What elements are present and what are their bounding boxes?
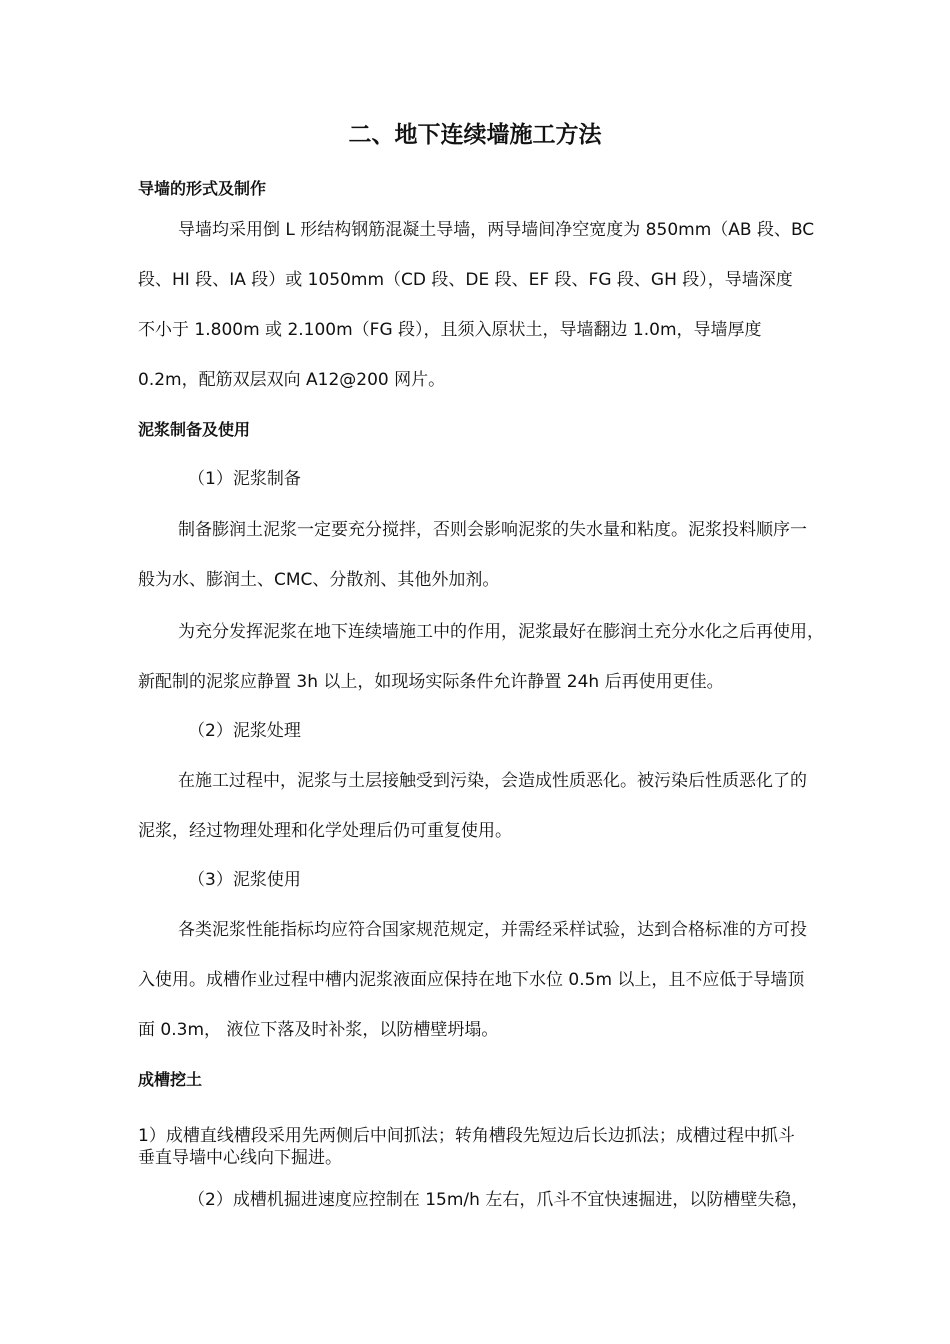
paragraph-line: 制备膨润土泥浆一定要充分搅拌，否则会影响泥浆的失水量和粘度。泥浆投料顺序一 xyxy=(178,520,807,540)
section-heading: 导墙的形式及制作 xyxy=(138,179,267,198)
paragraph-line: 面 0.3m， 液位下落及时补浆，以防槽壁坍塌。 xyxy=(138,1020,499,1040)
list-item-line: 1）成槽直线槽段采用先两侧后中间抓法；转角槽段先短边后长边抓法；成槽过程中抓斗 xyxy=(138,1126,795,1146)
section-heading: 成槽挖土 xyxy=(138,1070,203,1089)
paragraph-line: 各类泥浆性能指标均应符合国家规范规定，并需经采样试验，达到合格标准的方可投 xyxy=(178,920,807,940)
section-heading: 泥浆制备及使用 xyxy=(138,420,251,439)
paragraph-line: 入使用。成槽作业过程中槽内泥浆液面应保持在地下水位 0.5m 以上，且不应低于导墙顶 xyxy=(138,970,805,990)
paragraph-line: 为充分发挥泥浆在地下连续墙施工中的作用，泥浆最好在膨润土充分水化之后再使用， xyxy=(178,622,824,642)
paragraph-line: 泥浆，经过物理处理和化学处理后仍可重复使用。 xyxy=(138,821,512,841)
subheading: （3）泥浆使用 xyxy=(188,870,301,890)
list-item-line: （2）成槽机掘进速度应控制在 15m/h 左右，爪斗不宜快速掘进，以防槽壁失稳， xyxy=(188,1190,809,1210)
page-title: 二、地下连续墙施工方法 xyxy=(348,122,602,148)
paragraph-line: 新配制的泥浆应静置 3h 以上，如现场实际条件允许静置 24h 后再使用更佳。 xyxy=(138,672,724,692)
paragraph-line: 0.2m，配筋双层双向 A12@200 网片。 xyxy=(138,370,446,390)
paragraph-line: 不小于 1.800m 或 2.100m（FG 段），且须入原状土，导墙翻边 1.0m，导墙厚度 xyxy=(138,320,762,340)
paragraph-line: 在施工过程中，泥浆与土层接触受到污染，会造成性质恶化。被污染后性质恶化了的 xyxy=(178,771,807,791)
list-item-line: 垂直导墙中心线向下掘进。 xyxy=(138,1148,342,1168)
paragraph-line: 段、HI 段、IA 段）或 1050mm（CD 段、DE 段、EF 段、FG 段、GH 段），导墙深度 xyxy=(138,270,793,290)
subheading: （1）泥浆制备 xyxy=(188,469,301,489)
paragraph-line: 般为水、膨润土、CMC、分散剂、其他外加剂。 xyxy=(138,570,500,590)
subheading: （2）泥浆处理 xyxy=(188,721,301,741)
paragraph-line: 导墙均采用倒 L 形结构钢筋混凝土导墙，两导墙间净空宽度为 850mm（AB 段、BC xyxy=(178,220,815,240)
